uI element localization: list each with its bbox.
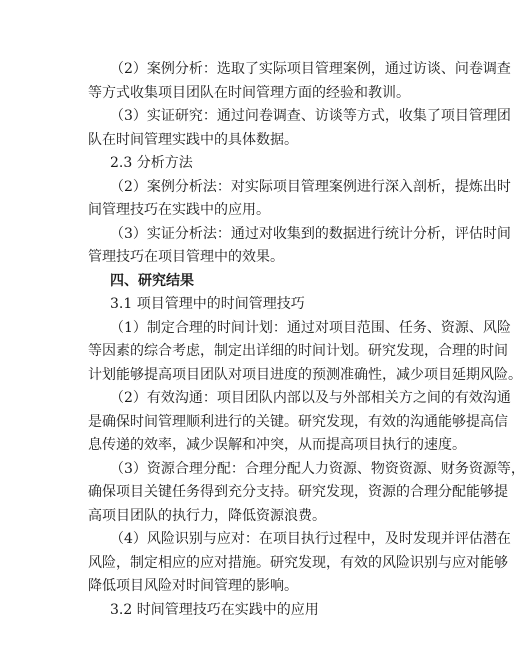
paragraph-line: （3）资源合理分配：合理分配人力资源、物资资源、财务资源等， <box>110 461 525 477</box>
chapter-heading: 四、研究结果 <box>110 273 194 289</box>
paragraph-line: 是确保时间管理顺利进行的关键。研究发现，有效的沟通能够提高信 <box>88 414 508 430</box>
paragraph-line: 队在时间管理实践中的具体数据。 <box>88 132 298 148</box>
paragraph-line: 风险，制定相应的应对措施。研究发现，有效的风险识别与应对能够 <box>88 555 508 571</box>
paragraph-line: 等因素的综合考虑，制定出详细的时间计划。研究发现，合理的时间 <box>88 343 508 359</box>
paragraph-line: （2）案例分析法：对实际项目管理案例进行深入剖析，提炼出时 <box>110 179 511 195</box>
paragraph-line: （2）案例分析：选取了实际项目管理案例，通过访谈、问卷调查 <box>110 61 511 77</box>
paragraph-line: 间管理技巧在实践中的应用。 <box>88 202 270 218</box>
paragraph-line: 高项目团队的执行力，降低资源浪费。 <box>88 508 326 524</box>
paragraph-line: 息传递的效率，减少误解和冲突，从而提高项目执行的速度。 <box>88 437 466 453</box>
paragraph-line: 等方式收集项目团队在时间管理方面的经验和教训。 <box>88 85 410 101</box>
section-heading: 3.1 项目管理中的时间管理技巧 <box>110 296 305 312</box>
paragraph-line: （4）风险识别与应对：在项目执行过程中，及时发现并评估潜在 <box>110 531 511 547</box>
paragraph-line: 确保项目关键任务得到充分支持。研究发现，资源的合理分配能够提 <box>88 484 508 500</box>
paragraph-line: 计划能够提高项目团队对项目进度的预测准确性，减少项目延期风险。 <box>88 367 522 383</box>
paragraph-line: （2）有效沟通：项目团队内部以及与外部相关方之间的有效沟通 <box>110 390 511 406</box>
section-heading: 3.2 时间管理技巧在实践中的应用 <box>110 602 319 618</box>
paragraph-line: 降低项目风险对时间管理的影响。 <box>88 578 298 594</box>
paragraph-line: （3）实证研究：通过问卷调查、访谈等方式，收集了项目管理团 <box>110 108 511 124</box>
section-heading: 2.3 分析方法 <box>110 155 193 171</box>
paragraph-line: （1）制定合理的时间计划：通过对项目范围、任务、资源、风险 <box>110 320 511 336</box>
paragraph-line: （3）实证分析法：通过对收集到的数据进行统计分析，评估时间 <box>110 226 511 242</box>
paragraph-line: 管理技巧在项目管理中的效果。 <box>88 249 284 265</box>
